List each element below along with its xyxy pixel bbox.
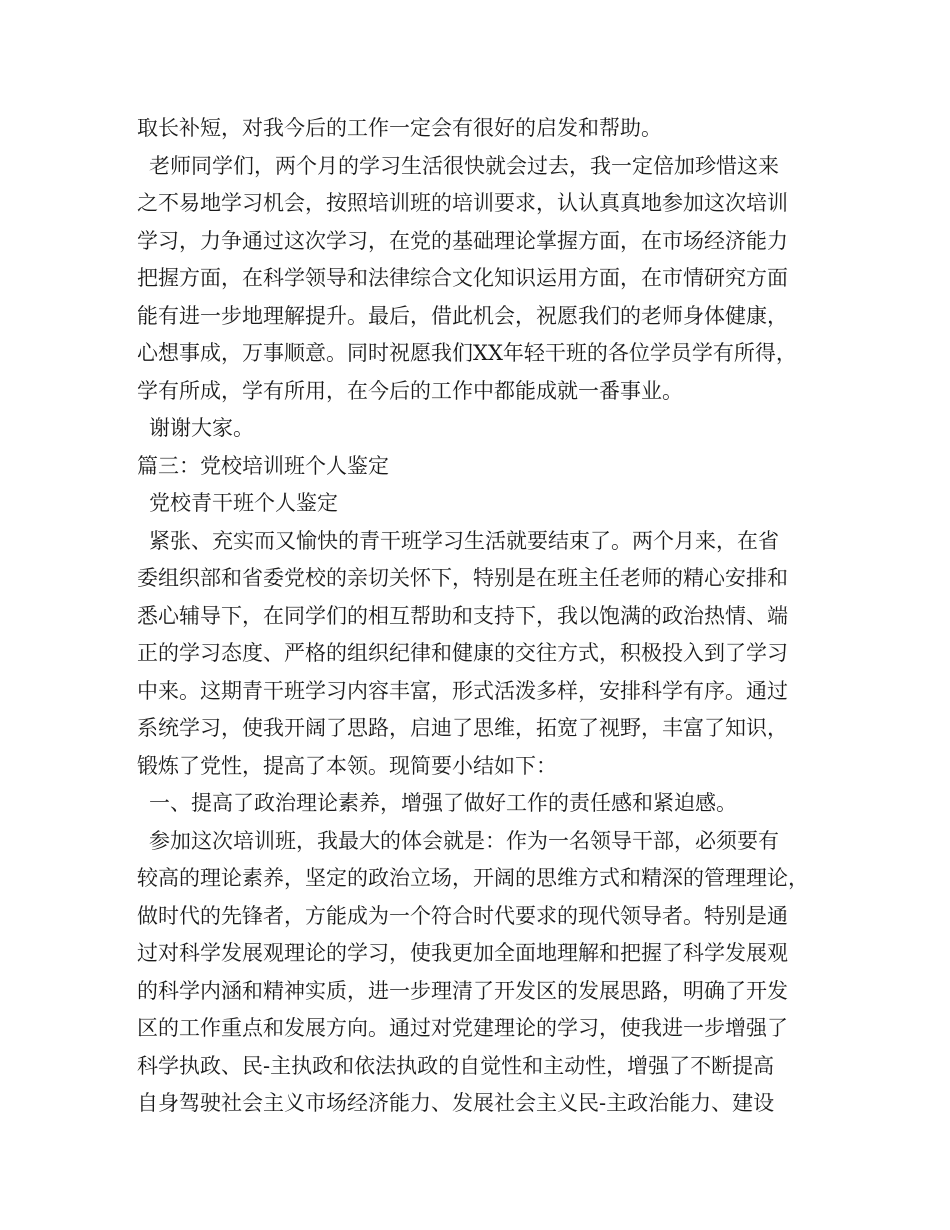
text-line: 老师同学们，两个月的学习生活很快就会过去，我一定倍加珍惜这来 <box>149 153 779 178</box>
text-line: 把握方面，在科学领导和法律综合文化知识运用方面，在市情研究方面 <box>137 266 788 290</box>
text-line: 委组织部和省委党校的亲切关怀下，特别是在班主任老师的精心安排和 <box>137 566 788 590</box>
document-title: 党校青干班个人鉴定 <box>149 491 338 515</box>
text-line: 学习，力争通过这次学习，在党的基础理论掌握方面，在市场经济能力 <box>137 228 788 253</box>
text-line: 参加这次培训班，我最大的体会就是：作为一名领导干部，必须要有 <box>149 828 779 853</box>
text-line: 学有所成，学有所用，在今后的工作中都能成就一番事业。 <box>137 378 683 403</box>
text-line: 过对科学发展观理论的学习，使我更加全面地理解和把握了科学发展观 <box>137 941 788 965</box>
text-line: 取长补短，对我今后的工作一定会有很好的启发和帮助。 <box>137 116 662 140</box>
text-line: 紧张、充实而又愉快的青干班学习生活就要结束了。两个月来，在省 <box>149 528 779 553</box>
text-line: 心想事成，万事顺意。同时祝愿我们XX年轻干班的各位学员学有所得， <box>137 341 797 365</box>
text-line: 锻炼了党性，提高了本领。现简要小结如下： <box>137 753 557 778</box>
subsection-heading: 一、提高了政治理论素养，增强了做好工作的责任感和紧迫感。 <box>149 791 737 815</box>
text-line: 的科学内涵和精神实质，进一步理清了开发区的发展思路，明确了开发 <box>137 978 788 1003</box>
text-line: 悉心辅导下，在同学们的相互帮助和支持下，我以饱满的政治热情、端 <box>137 603 788 628</box>
text-line: 科学执政、民-主执政和依法执政的自觉性和主动性，增强了不断提高 <box>137 1053 775 1078</box>
text-line: 之不易地学习机会，按照培训班的培训要求，认认真真地参加这次培训 <box>137 191 788 215</box>
text-line: 区的工作重点和发展方向。通过对党建理论的学习，使我进一步增强了 <box>137 1016 788 1040</box>
text-line: 正的学习态度、严格的组织纪律和健康的交往方式，积极投入到了学习 <box>137 641 788 665</box>
text-line: 能有进一步地理解提升。最后，借此机会，祝愿我们的老师身体健康， <box>137 303 788 328</box>
text-line: 较高的理论素养，坚定的政治立场，开阔的思维方式和精深的管理理论， <box>137 866 809 890</box>
document-body <box>137 110 837 1123</box>
text-line: 做时代的先锋者，方能成为一个符合时代要求的现代领导者。特别是通 <box>137 903 788 928</box>
text-line: 系统学习，使我开阔了思路，启迪了思维，拓宽了视野，丰富了知识， <box>137 716 788 740</box>
text-line: 中来。这期青干班学习内容丰富，形式活泼多样，安排科学有序。通过 <box>137 678 788 703</box>
text-line: 谢谢大家。 <box>149 416 254 440</box>
text-line: 自身驾驶社会主义市场经济能力、发展社会主义民-主政治能力、建设 <box>137 1091 775 1115</box>
section-heading: 篇三：党校培训班个人鉴定 <box>137 453 389 478</box>
